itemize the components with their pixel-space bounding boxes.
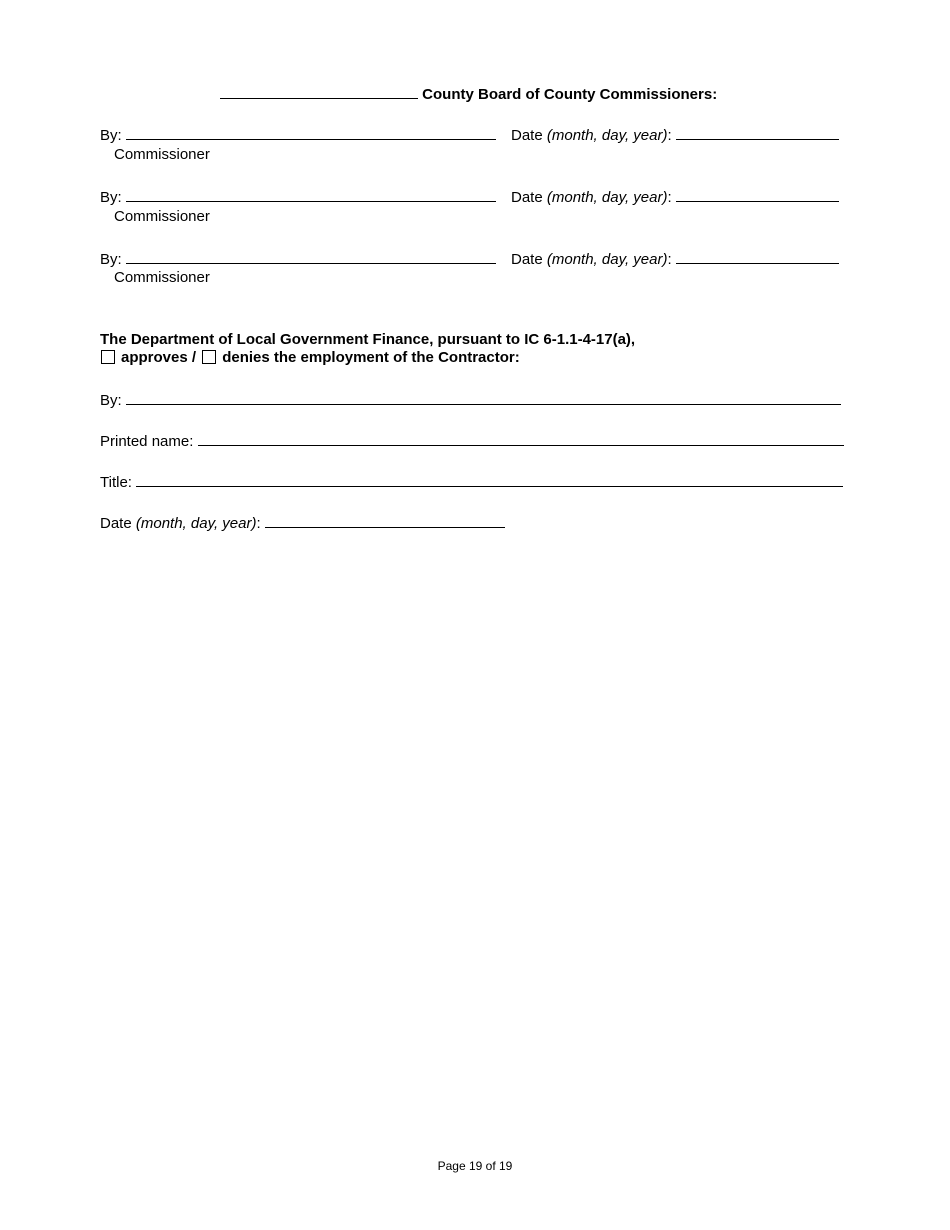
dlgf-date-field[interactable] [265,513,505,528]
commissioner-date-row: Date (month, day, year): [511,249,839,268]
date-label: Date [511,127,543,144]
dlgf-statement: The Department of Local Government Finance, pursuant to IC 6-1.1-4-17(a), [100,331,636,348]
county-board-heading [220,84,717,103]
commissioner-date-field[interactable] [676,187,839,202]
by-label: By: [100,189,122,206]
approves-label: approves / [121,349,197,366]
dlgf-date-row: Date (month, day, year): [100,513,505,532]
dlgf-printed-name-row [100,431,844,450]
date-label: Date [511,251,543,268]
date-label: Date [100,515,132,532]
date-format-hint: (month, day, year) [135,515,257,532]
approves-checkbox[interactable] [101,350,115,364]
commissioner-role-label: Commissioner [114,269,210,286]
date-label: Date [511,189,543,206]
denies-label: denies the employment of the Contractor: [222,349,520,366]
by-label: By: [100,392,122,409]
commissioner-date-row: Date (month, day, year): [511,187,839,206]
title-field[interactable] [136,472,843,487]
commissioner-signature-field[interactable] [126,187,496,202]
page-number: Page 19 of 19 [437,1159,513,1173]
commissioner-date-field[interactable] [676,125,839,140]
dlgf-signature-field[interactable] [126,390,841,405]
by-label: By: [100,251,122,268]
denies-checkbox[interactable] [202,350,216,364]
county-board-title: County Board of County Commissioners: [422,86,718,103]
dlgf-decision-row [101,349,520,366]
county-name-field[interactable] [220,84,418,99]
printed-name-field[interactable] [198,431,844,446]
commissioner-signature-field[interactable] [126,125,496,140]
commissioner-signature-row [100,125,496,144]
commissioner-role-label: Commissioner [114,146,210,163]
date-format-hint: (month, day, year) [546,251,668,268]
dlgf-by-row [100,390,841,409]
commissioner-date-row: Date (month, day, year): [511,125,839,144]
date-format-hint: (month, day, year) [546,127,668,144]
title-label: Title: [100,474,132,491]
commissioner-signature-field[interactable] [126,249,496,264]
by-label: By: [100,127,122,144]
commissioner-signature-row [100,249,496,268]
dlgf-title-row [100,472,843,491]
commissioner-role-label: Commissioner [114,208,210,225]
commissioner-signature-row [100,187,496,206]
printed-name-label: Printed name: [100,433,194,450]
commissioner-date-field[interactable] [676,249,839,264]
date-format-hint: (month, day, year) [546,189,668,206]
